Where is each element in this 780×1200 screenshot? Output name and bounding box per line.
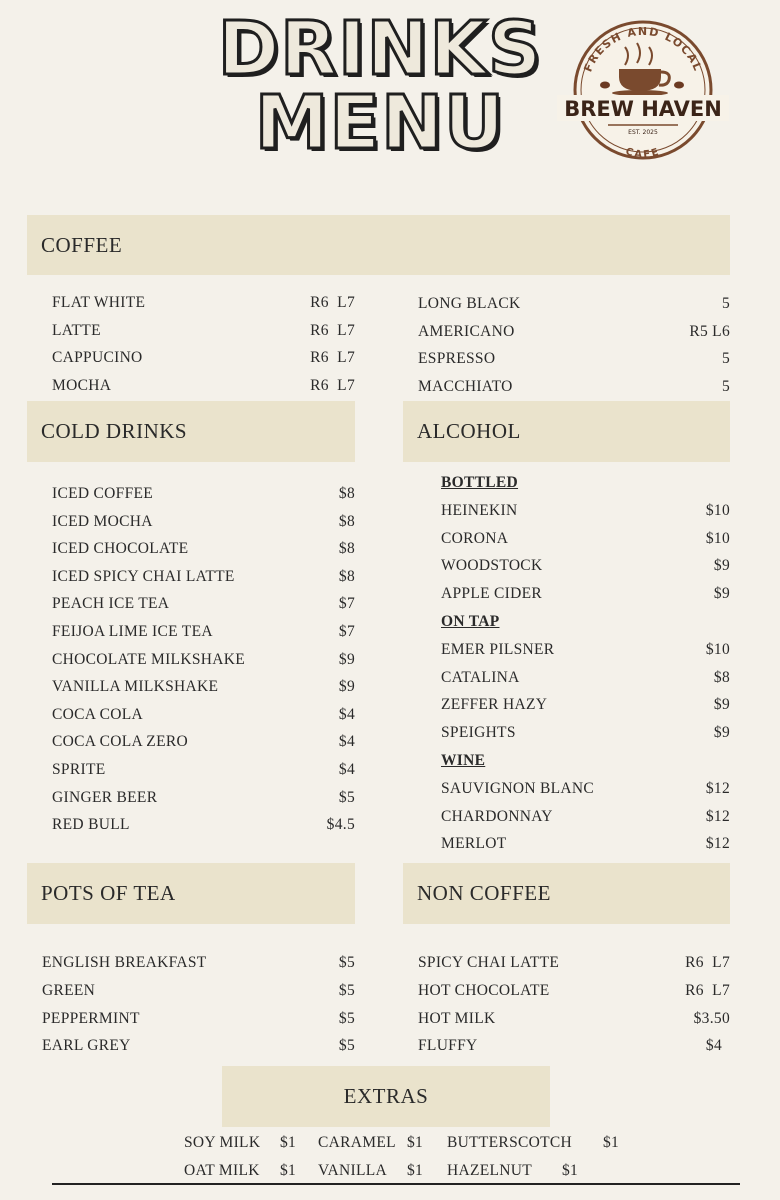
pots-of-tea-list: [42, 949, 355, 1060]
extra-item: BUTTERSCOTCH: [447, 1134, 573, 1151]
item-name: LATTE: [52, 321, 101, 339]
list-item: [52, 508, 355, 536]
item-price: $4: [338, 760, 355, 778]
item-name: COCA COLA: [52, 705, 143, 723]
list-item: [418, 290, 730, 318]
item-price: $7: [338, 622, 355, 640]
item-price: $9: [338, 650, 355, 668]
item-price: R6 L7: [685, 981, 730, 999]
coffee-heading-label: COFFEE: [41, 232, 123, 257]
list-item: [52, 756, 355, 784]
list-item: [52, 728, 355, 756]
item-price: $10: [705, 529, 730, 547]
extra-item: HAZELNUT: [447, 1162, 533, 1179]
pots-of-tea-heading: [27, 863, 355, 924]
wine-subheading: [441, 747, 730, 775]
item-price: $8: [713, 668, 730, 686]
list-item: [52, 289, 355, 317]
extra-item: VANILLA: [318, 1162, 387, 1179]
list-item: [52, 563, 355, 591]
item-name: ICED SPICY CHAI LATTE: [52, 567, 235, 585]
item-price: $5: [338, 954, 355, 971]
item-price: $4: [338, 705, 355, 723]
item-price: $5: [338, 981, 355, 999]
item-name: ICED COFFEE: [52, 485, 154, 502]
bottled-label: BOTTLED: [441, 474, 519, 491]
item-name: GINGER BEER: [52, 788, 158, 806]
item-price: $9: [713, 557, 730, 575]
item-name: HOT MILK: [418, 1009, 496, 1027]
item-name: EARL GREY: [42, 1037, 131, 1055]
extra-item: CARAMEL: [318, 1134, 396, 1151]
item-name: SPICY CHAI LATTE: [418, 954, 560, 971]
wine-label: WINE: [441, 751, 486, 769]
title-line-1: DRINKS: [217, 6, 543, 92]
list-item: [42, 1032, 355, 1060]
extra-price: $1: [280, 1134, 297, 1151]
item-price: R6 L7: [310, 294, 355, 311]
item-name: CHOCOLATE MILKSHAKE: [52, 650, 245, 668]
item-price: $8: [338, 485, 355, 502]
item-price: $8: [338, 567, 355, 585]
extra-price: $1: [603, 1134, 620, 1151]
list-item: [441, 775, 730, 803]
list-item: [42, 977, 355, 1005]
on-tap-label: ON TAP: [441, 612, 500, 630]
list-item: [441, 691, 730, 719]
alcohol-heading-label: ALCOHOL: [417, 419, 521, 443]
item-name: GREEN: [42, 981, 96, 999]
item-name: APPLE CIDER: [441, 585, 543, 603]
item-name: ESPRESSO: [418, 350, 496, 367]
item-price: $8: [338, 512, 355, 530]
item-price: 5: [721, 350, 730, 367]
item-name: MACCHIATO: [418, 377, 513, 395]
item-name: SPRITE: [52, 760, 106, 778]
item-name: SPEIGHTS: [441, 724, 516, 742]
alcohol-list: [441, 469, 730, 858]
item-price: R6 L7: [310, 376, 355, 394]
bottom-divider: [52, 1183, 740, 1185]
list-item: [418, 977, 730, 1005]
item-name: PEPPERMINT: [42, 1009, 140, 1027]
list-item: [441, 497, 730, 525]
non-coffee-heading-label: NON COFFEE: [417, 881, 551, 905]
item-name: MERLOT: [441, 835, 507, 853]
logo-name: BREW HAVEN: [564, 97, 722, 121]
logo-established: EST. 2025: [628, 129, 658, 136]
non-coffee-heading: [403, 863, 730, 924]
item-name: CHARDONNAY: [441, 807, 553, 825]
item-name: HEINEKIN: [441, 501, 518, 519]
list-item: [418, 318, 730, 346]
list-item: [418, 1032, 730, 1060]
coffee-heading: [27, 215, 730, 275]
list-item: [52, 784, 355, 812]
list-item: [52, 372, 355, 400]
logo-bottom-text: CAFE: [624, 146, 662, 161]
list-item: [42, 1005, 355, 1033]
item-price: $5: [338, 788, 355, 806]
list-item: [52, 618, 355, 646]
item-name: LONG BLACK: [418, 295, 521, 312]
item-name: WOODSTOCK: [441, 557, 543, 575]
list-item: [441, 664, 730, 692]
item-name: CATALINA: [441, 668, 520, 686]
cold-drinks-list: [52, 480, 355, 839]
extra-item: OAT MILK: [184, 1162, 260, 1179]
item-name: HOT CHOCOLATE: [418, 981, 550, 999]
item-price: $9: [713, 696, 730, 714]
non-coffee-list: [418, 949, 730, 1060]
item-price: R6 L7: [310, 349, 355, 366]
alcohol-heading: [403, 401, 730, 462]
item-name: AMERICANO: [418, 322, 515, 340]
list-item: [441, 830, 730, 858]
item-name: ENGLISH BREAKFAST: [42, 954, 207, 971]
extra-item: SOY MILK: [184, 1134, 261, 1151]
item-price: $12: [705, 835, 730, 853]
item-price: R6 L7: [310, 321, 355, 339]
list-item: [441, 552, 730, 580]
item-price: $3.50: [693, 1009, 730, 1027]
bottled-subheading: [441, 469, 730, 497]
list-item: [441, 580, 730, 608]
item-name: CAPPUCINO: [52, 349, 143, 366]
extras-heading: [222, 1066, 550, 1127]
coffee-list-left: [52, 289, 355, 399]
list-item: [418, 373, 730, 401]
item-price: R5 L6: [689, 322, 730, 340]
item-price: $5: [338, 1037, 355, 1055]
list-item: [52, 590, 355, 618]
item-name: VANILLA MILKSHAKE: [52, 678, 219, 696]
list-item: [441, 636, 730, 664]
list-item: [52, 811, 355, 839]
list-item: [52, 646, 355, 674]
item-price: $7: [338, 595, 355, 613]
title-line-2: MENU: [254, 80, 506, 166]
list-item: [52, 317, 355, 345]
logo-top-text: FRESH AND LOCAL: [581, 24, 705, 74]
item-name: PEACH ICE TEA: [52, 595, 170, 613]
item-price: $8: [338, 540, 355, 558]
list-item: [52, 480, 355, 508]
item-price: $4.5: [326, 816, 355, 834]
brew-haven-logo: [553, 15, 733, 165]
item-price: $5: [338, 1009, 355, 1027]
item-price: $4: [338, 733, 355, 751]
item-price: $12: [705, 779, 730, 797]
item-name: FLAT WHITE: [52, 294, 146, 311]
list-item: [441, 719, 730, 747]
item-name: FLUFFY: [418, 1037, 478, 1055]
page-title: [210, 6, 550, 166]
item-name: CORONA: [441, 529, 509, 547]
on-tap-subheading: [441, 608, 730, 636]
coffee-list-right: [418, 290, 730, 400]
list-item: [418, 949, 730, 977]
item-price: R6 L7: [685, 954, 730, 971]
extra-price: $1: [280, 1162, 297, 1179]
item-price: 5: [721, 377, 730, 395]
item-name: FEIJOA LIME ICE TEA: [52, 622, 213, 640]
item-name: ZEFFER HAZY: [441, 696, 548, 714]
list-item: [441, 525, 730, 553]
list-item: [52, 344, 355, 372]
item-price: $9: [338, 678, 355, 696]
item-name: ICED CHOCOLATE: [52, 540, 189, 558]
item-name: SAUVIGNON BLANC: [441, 779, 595, 797]
list-item: [441, 803, 730, 831]
item-name: COCA COLA ZERO: [52, 733, 188, 751]
item-name: ICED MOCHA: [52, 512, 153, 530]
extra-price: $1: [562, 1162, 579, 1179]
list-item: [52, 535, 355, 563]
list-item: [418, 1005, 730, 1033]
item-price: $10: [705, 501, 730, 519]
item-name: MOCHA: [52, 376, 112, 394]
extras-heading-label: EXTRAS: [343, 1084, 429, 1108]
list-item: [52, 701, 355, 729]
item-price: $9: [713, 585, 730, 603]
item-price: $12: [705, 807, 730, 825]
item-name: EMER PILSNER: [441, 640, 555, 658]
extra-price: $1: [407, 1134, 424, 1151]
item-price: $10: [705, 640, 730, 658]
list-item: [52, 673, 355, 701]
list-item: [418, 345, 730, 373]
cold-drinks-heading: [27, 401, 355, 462]
pots-of-tea-heading-label: POTS OF TEA: [41, 881, 176, 905]
item-price: $9: [713, 724, 730, 742]
item-price: 5: [721, 295, 730, 312]
extra-price: $1: [407, 1162, 424, 1179]
cold-drinks-heading-label: COLD DRINKS: [41, 419, 188, 443]
list-item: [42, 949, 355, 977]
item-name: RED BULL: [52, 816, 130, 834]
item-price: $4: [705, 1037, 722, 1055]
